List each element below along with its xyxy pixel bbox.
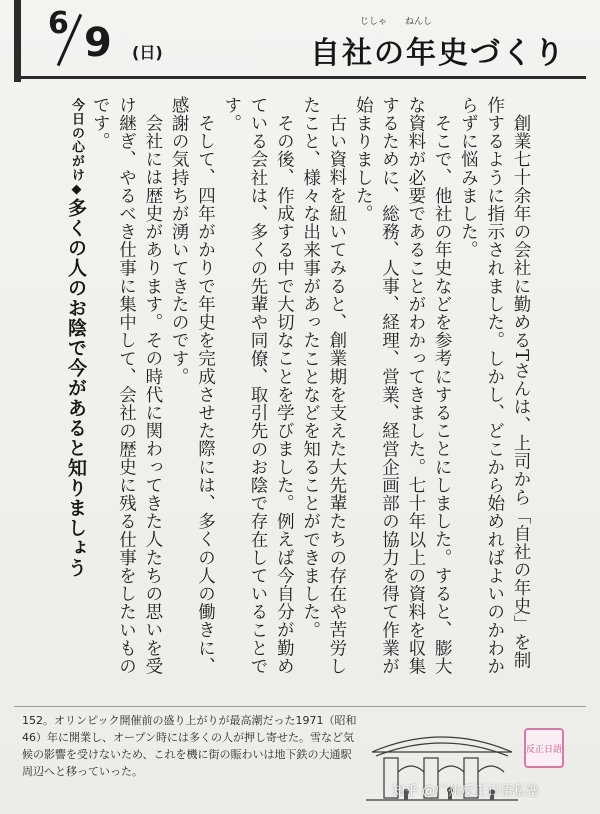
paragraph: その後、作成する中で大切なことを学びました。例えば今自分が勤めている会社は、多くの先輩や同僚、取引先のお陰で存在していることです。	[221, 96, 295, 676]
watermark: 知乎 @广州反正日语私塾	[392, 784, 540, 799]
paragraph: 会社には歴史があります。その時代に関わってきた人たちの思いを受け継ぎ、やるべき仕事に集中して、会社の歴史に残る仕事をしたいものです。	[90, 96, 163, 676]
paragraph: 古い資料を紐いてみると、創業期を支えた大先輩たちの存在や苦労したこと、様々な出来事があったことなどを知ることができました。	[300, 96, 347, 675]
article-body	[90, 96, 534, 684]
caption-rule	[14, 706, 586, 707]
date-month: 6	[48, 6, 69, 41]
date-day: 9	[84, 20, 112, 66]
photo-caption: 152。オリンピック開催前の盛り上がりが最高潮だった1971（昭和46）年に開業し、オープン時には多くの人が押し寄せた。雪など気候の影響を受けないため、これを機に街の賑わいは地下鉄の大通駅周辺へと移っていった。	[22, 714, 357, 778]
paragraph: 創業七十余年の会社に勤めるTさんは、上司から「自社の年史」を制作するように指示されました。しかし、どこから始めればよいのかわからずに悩みました。	[458, 96, 531, 676]
page-title: 自社の年史づくり	[310, 36, 566, 71]
publisher-stamp: 反正日語	[524, 728, 564, 768]
motto-label: 今日の心がけ	[69, 98, 84, 182]
header-rule	[14, 76, 586, 79]
paragraph: そこで、他社の年史などを参考にすることにしました。すると、膨大な資料が必要であることがわかってきました。七十年以上の資料を収集するために、総務、人事、経理、営業、経営企画部の協力を得て作業が始まりました。	[353, 96, 453, 676]
motto-text: 多くの人のお陰で今があると知りましょう	[65, 198, 87, 578]
title-ruby: じしゃ ねんし	[360, 17, 433, 27]
header-left-bar	[14, 0, 21, 82]
diamond-icon: ◆	[69, 182, 84, 198]
date-weekday: (日)	[132, 43, 163, 62]
paragraph: そして、四年がかりで年史を完成させた際には、多くの人の働きに、感謝の気持ちが湧いてきたのです。	[169, 96, 216, 675]
